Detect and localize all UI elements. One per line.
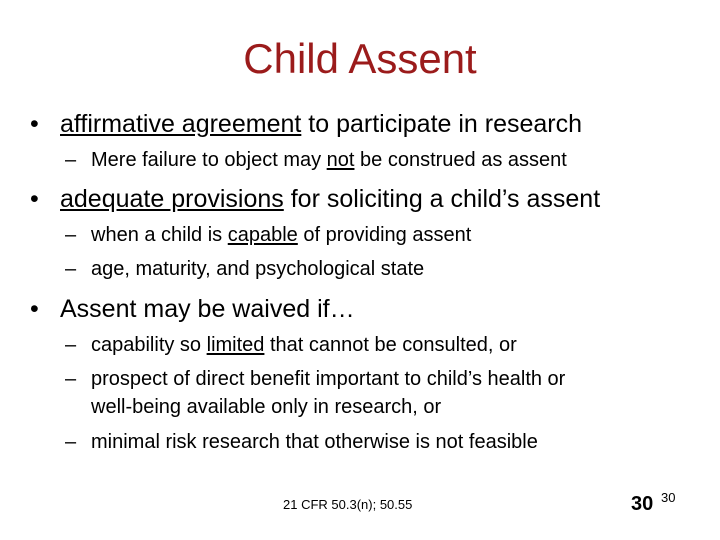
bullet-assent-waived: Assent may be waived if… <box>60 295 355 323</box>
sub-bullet-text: capability so <box>91 334 207 356</box>
bullet-text: for soliciting a child’s assent <box>283 185 601 213</box>
bullet-adequate-provisions <box>60 184 600 214</box>
sub-bullet-minimal-risk: minimal risk research that otherwise is not feasible <box>91 431 538 453</box>
sub-bullet-text: that cannot be consulted, or <box>264 334 517 356</box>
bullet-dot: • <box>30 185 39 213</box>
page-number: 30 <box>631 493 654 515</box>
sub-bullet-text: be construed as assent <box>354 149 567 171</box>
slide-title: Child Assent <box>243 35 477 82</box>
sub-bullet-dash: – <box>65 368 77 390</box>
sub-bullet-capable <box>91 223 471 247</box>
underlined-term: capable <box>227 224 298 246</box>
sub-bullet-capability-limited <box>91 333 517 357</box>
bullet-text: to participate in research <box>301 110 583 138</box>
sub-bullet-text: Mere failure to object may <box>91 149 327 171</box>
footer-citation: 21 CFR 50.3(n); 50.55 <box>283 497 413 512</box>
underlined-term: not <box>326 149 355 171</box>
sub-bullet-age-maturity: age, maturity, and psychological state <box>91 258 425 280</box>
sub-bullet-text: when a child is <box>91 224 228 246</box>
underlined-term: adequate provisions <box>60 185 284 213</box>
sub-bullet-direct-benefit-line1: prospect of direct benefit important to child’s health or <box>91 368 566 390</box>
underlined-term: limited <box>206 334 265 356</box>
bullet-affirmative-agreement <box>60 109 582 139</box>
bullet-dot: • <box>30 110 39 138</box>
sub-bullet-dash: – <box>65 431 77 453</box>
underlined-term: affirmative agreement <box>60 110 302 138</box>
sub-bullet-failure-to-object <box>91 148 567 172</box>
bullet-dot: • <box>30 295 39 323</box>
sub-bullet-direct-benefit-line2: well-being available only in research, or <box>91 396 442 418</box>
sub-bullet-dash: – <box>65 258 77 280</box>
sub-bullet-dash: – <box>65 224 77 246</box>
slide-number: 30 <box>661 490 676 505</box>
sub-bullet-dash: – <box>65 149 77 171</box>
sub-bullet-dash: – <box>65 334 77 356</box>
sub-bullet-text: of providing assent <box>297 224 472 246</box>
